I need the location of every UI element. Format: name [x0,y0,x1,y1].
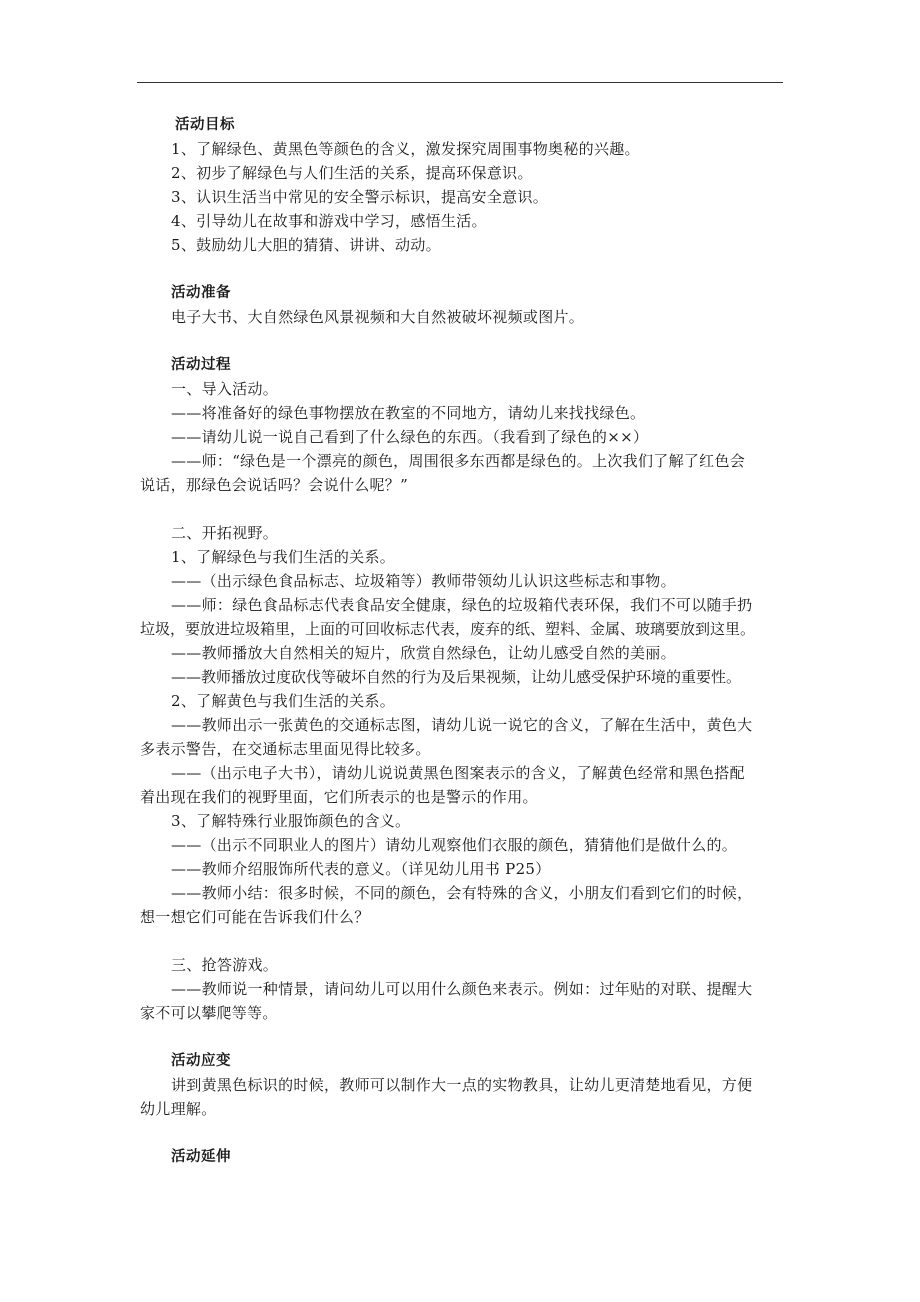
part1-line: ——将准备好的绿色事物摆放在教室的不同地方，请幼儿来找找绿色。 [171,404,646,422]
part2-line: ——（出示电子大书），请幼儿说说黄黑色图案表示的含义，了解黄色经常和黑色搭配 [171,764,745,782]
adapt-line: 讲到黄黑色标识的时候，教师可以制作大一点的实物教具，让幼儿更清楚地看见，方便 [171,1076,753,1094]
adapt-line-cont: 幼儿理解。 [140,1100,217,1118]
part1-line-cont: 说话，那绿色会说话吗？会说什么呢？” [140,476,409,494]
part3-line: ——教师说一种情景，请问幼儿可以用什么颜色来表示。例如：过年贴的对联、提醒大 [171,980,753,998]
part2-line: ——教师播放大自然相关的短片，欣赏自然绿色，让幼儿感受自然的美丽。 [171,644,676,662]
part2-line: ——教师出示一张黄色的交通标志图，请幼儿说一说它的含义，了解在生活中，黄色大 [171,716,753,734]
part2-line: ——教师小结：很多时候，不同的颜色，会有特殊的含义，小朋友们看到它们的时候， [171,884,753,902]
process-heading: 活动过程 [171,357,231,373]
part2-line-cont: 垃圾，要放进垃圾箱里，上面的可回收标志代表，废弃的纸、塑料、金属、玻璃要放到这里。 [140,620,756,638]
prep-heading: 活动准备 [171,285,231,301]
part2-line: ——教师介绍服饰所代表的意义。（详见幼儿用书 P25） [171,860,551,878]
part2-title: 二、开拓视野。 [171,524,279,542]
part2-line: ——师：绿色食品标志代表食品安全健康，绿色的垃圾箱代表环保，我们不可以随手扔 [171,596,753,614]
part2-sub3: 3、了解特殊行业服饰颜色的含义。 [171,812,411,830]
goal-item: 4、引导幼儿在故事和游戏中学习，感悟生活。 [171,212,487,230]
part2-line: ——（出示绿色食品标志、垃圾箱等）教师带领幼儿认识这些标志和事物。 [171,572,676,590]
goal-item: 3、认识生活当中常见的安全警示标识，提高安全意识。 [171,188,549,206]
part2-sub2: 2、了解黄色与我们生活的关系。 [171,692,396,710]
part1-line: ——师：“绿色是一个漂亮的颜色，周围很多东西都是绿色的。上次我们了解了红色会 [171,452,746,470]
part2-line-cont: 多表示警告，在交通标志里面见得比较多。 [140,740,431,758]
document-body [140,113,788,1169]
goal-item: 1、了解绿色、黄黑色等颜色的含义，激发探究周围事物奥秘的兴趣。 [171,140,640,158]
part2-line: ——（出示不同职业人的图片）请幼儿观察他们衣服的颜色，猜猜他们是做什么的。 [171,836,738,854]
part3-line-cont: 家不可以攀爬等等。 [140,1004,278,1022]
part1-line: ——请幼儿说一说自己看到了什么绿色的东西。（我看到了绿色的××） [171,428,649,446]
part2-line-cont: 想一想它们可能在告诉我们什么？ [140,908,370,926]
part2-sub1: 1、了解绿色与我们生活的关系。 [171,548,396,566]
prep-text: 电子大书、大自然绿色风景视频和大自然被破坏视频或图片。 [171,308,585,326]
goal-item: 2、初步了解绿色与人们生活的关系，提高环保意识。 [171,164,533,182]
goal-item: 5、鼓励幼儿大胆的猜猜、讲讲、动动。 [171,236,441,254]
goals-heading: 活动目标 [175,117,235,133]
header-rule [137,82,783,83]
extend-heading: 活动延伸 [171,1149,231,1165]
part2-line: ——教师播放过度砍伐等破坏自然的行为及后果视频，让幼儿感受保护环境的重要性。 [171,668,742,686]
adapt-heading: 活动应变 [171,1053,231,1069]
part3-title: 三、抢答游戏。 [171,956,279,974]
part2-line-cont: 着出现在我们的视野里面，它们所表示的也是警示的作用。 [140,788,538,806]
part1-title: 一、导入活动。 [171,380,279,398]
